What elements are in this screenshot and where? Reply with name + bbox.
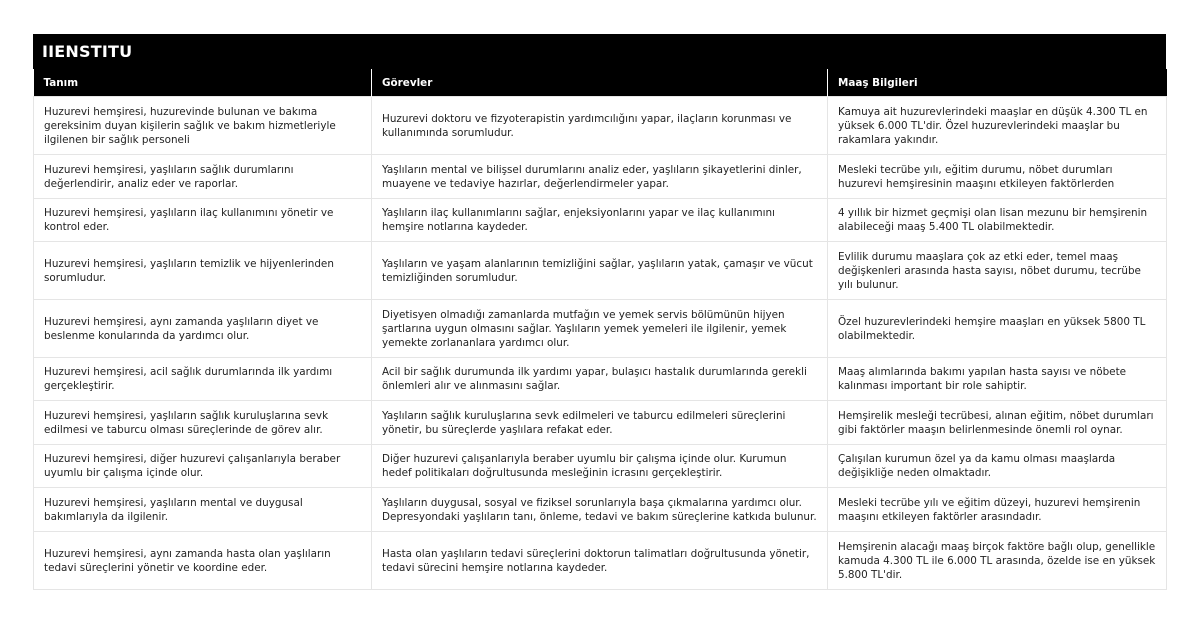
- table-cell: Hemşirelik mesleği tecrübesi, alınan eğitim, nöbet durumları gibi faktörler maaşın belirlenmesinde önemli rol oynar.: [828, 401, 1167, 445]
- table-cell: Mesleki tecrübe yılı ve eğitim düzeyi, huzurevi hemşirenin maaşını etkileyen faktörler arasındadır.: [828, 488, 1167, 532]
- table-row: [34, 488, 1167, 532]
- table-cell: Özel huzurevlerindeki hemşire maaşları en yüksek 5800 TL olabilmektedir.: [828, 300, 1167, 358]
- table-cell: Yaşlıların ve yaşam alanlarının temizliğini sağlar, yaşlıların yatak, çamaşır ve vücut temizliğinden sorumludur.: [372, 242, 828, 300]
- table-row: [34, 358, 1167, 401]
- table-row: [34, 401, 1167, 445]
- column-header-tanim: Tanım: [34, 69, 372, 97]
- table-cell: Kamuya ait huzurevlerindeki maaşlar en düşük 4.300 TL en yüksek 6.000 TL'dir. Özel huzurevlerindeki maaşlar bu rakamlara yakındır.: [828, 97, 1167, 155]
- content-table-card: [33, 34, 1166, 590]
- table-row: [34, 199, 1167, 242]
- table-cell: Diyetisyen olmadığı zamanlarda mutfağın ve yemek servis bölümünün hijyen şartlarına uygun olmasını sağlar. Yaşlıların yemek yemeleri ile ilgilenir, yemek yemekte zorlananlara yardımcı olur.: [372, 300, 828, 358]
- table-cell: Huzurevi hemşiresi, huzurevinde bulunan ve bakıma gereksinim duyan kişilerin sağlık ve bakım hizmetleriyle ilgilenen bir sağlık personeli: [34, 97, 372, 155]
- table-row: [34, 532, 1167, 590]
- table-cell: Yaşlıların mental ve bilişsel durumlarını analiz eder, yaşlıların şikayetlerini dinler, muayene ve tedaviye hazırlar, değerlendirmeler yapar.: [372, 155, 828, 199]
- table-row: [34, 300, 1167, 358]
- table-cell: Huzurevi hemşiresi, acil sağlık durumlarında ilk yardımı gerçekleştirir.: [34, 358, 372, 401]
- table-cell: Yaşlıların sağlık kuruluşlarına sevk edilmeleri ve taburcu edilmeleri süreçlerini yönetir, bu süreçlerde yaşlılara refakat eder.: [372, 401, 828, 445]
- table-cell: Huzurevi hemşiresi, yaşlıların sağlık kuruluşlarına sevk edilmesi ve taburcu olması süreçlerinde de görev alır.: [34, 401, 372, 445]
- table-cell: Evlilik durumu maaşlara çok az etki eder, temel maaş değişkenleri arasında hasta sayısı, nöbet durumu, tecrübe yılı bulunur.: [828, 242, 1167, 300]
- table-cell: Maaş alımlarında bakımı yapılan hasta sayısı ve nöbete kalınması important bir role sahiptir.: [828, 358, 1167, 401]
- table-cell: Çalışılan kurumun özel ya da kamu olması maaşlarda değişikliğe neden olmaktadır.: [828, 445, 1167, 488]
- table-cell: Yaşlıların ilaç kullanımlarını sağlar, enjeksiyonlarını yapar ve ilaç kullanımını hemşire notlarına kaydeder.: [372, 199, 828, 242]
- table-row: [34, 242, 1167, 300]
- table-cell: Huzurevi hemşiresi, aynı zamanda yaşlıların diyet ve beslenme konularında da yardımcı olur.: [34, 300, 372, 358]
- data-table: [33, 69, 1167, 590]
- table-cell: Huzurevi hemşiresi, yaşlıların ilaç kullanımını yönetir ve kontrol eder.: [34, 199, 372, 242]
- table-row: [34, 155, 1167, 199]
- column-header-gorevler: Görevler: [372, 69, 828, 97]
- table-cell: Mesleki tecrübe yılı, eğitim durumu, nöbet durumları huzurevi hemşiresinin maaşını etkileyen faktörlerden: [828, 155, 1167, 199]
- brand-logo-bar: IIENSTITU: [33, 34, 1166, 69]
- table-cell: Huzurevi hemşiresi, aynı zamanda hasta olan yaşlıların tedavi süreçlerini yönetir ve koordine eder.: [34, 532, 372, 590]
- table-cell: 4 yıllık bir hizmet geçmişi olan lisan mezunu bir hemşirenin alabileceği maaş 5.400 TL olabilmektedir.: [828, 199, 1167, 242]
- table-cell: Huzurevi hemşiresi, diğer huzurevi çalışanlarıyla beraber uyumlu bir çalışma içinde olur.: [34, 445, 372, 488]
- table-cell: Huzurevi hemşiresi, yaşlıların temizlik ve hijyenlerinden sorumludur.: [34, 242, 372, 300]
- table-header-row: [34, 69, 1167, 97]
- column-header-maas: Maaş Bilgileri: [828, 69, 1167, 97]
- table-cell: Huzurevi hemşiresi, yaşlıların sağlık durumlarını değerlendirir, analiz eder ve raporlar.: [34, 155, 372, 199]
- table-row: [34, 97, 1167, 155]
- table-cell: Yaşlıların duygusal, sosyal ve fiziksel sorunlarıyla başa çıkmalarına yardımcı olur. Depresyondaki yaşlıların tanı, önleme, tedavi ve bakım süreçlerine katkıda bulunur.: [372, 488, 828, 532]
- table-cell: Huzurevi doktoru ve fizyoterapistin yardımcılığını yapar, ilaçların korunması ve kullanımında sorumludur.: [372, 97, 828, 155]
- table-cell: Diğer huzurevi çalışanlarıyla beraber uyumlu bir çalışma içinde olur. Kurumun hedef politikaları doğrultusunda mesleğinin icrasını gerçekleştirir.: [372, 445, 828, 488]
- table-cell: Hemşirenin alacağı maaş birçok faktöre bağlı olup, genellikle kamuda 4.300 TL ile 6.000 TL arasında, özelde ise en yüksek 5.800 TL'dir.: [828, 532, 1167, 590]
- table-cell: Acil bir sağlık durumunda ilk yardımı yapar, bulaşıcı hastalık durumlarında gerekli önlemleri alır ve alınmasını sağlar.: [372, 358, 828, 401]
- table-cell: Hasta olan yaşlıların tedavi süreçlerini doktorun talimatları doğrultusunda yönetir, tedavi sürecini hemşire notlarına kaydeder.: [372, 532, 828, 590]
- table-row: [34, 445, 1167, 488]
- table-cell: Huzurevi hemşiresi, yaşlıların mental ve duygusal bakımlarıyla da ilgilenir.: [34, 488, 372, 532]
